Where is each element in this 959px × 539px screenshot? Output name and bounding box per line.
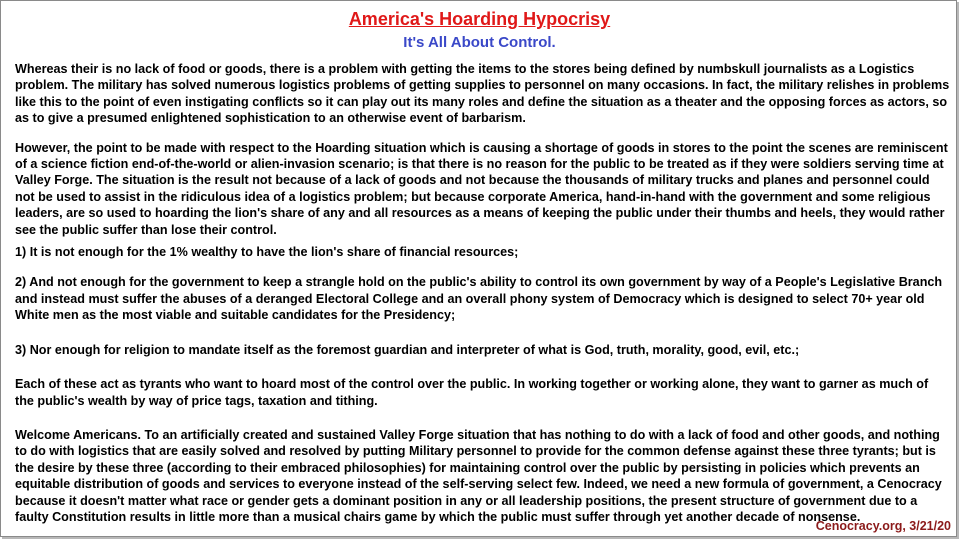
signature: Cenocracy.org, 3/21/20 <box>815 519 951 533</box>
document-subtitle: It's All About Control. <box>403 34 556 51</box>
paragraph-hoarding: However, the point to be made with respect to the Hoarding situation which is causing a shortage of goods in stores to the point the scenes are reminiscent of a science fiction end-of-the-world or alien-invasion scenario; is that there is no reason for the public to be treated as if they were soldiers serving time at Valley Forge. The situation is the result not because of a lack of goods and not because the thousands of military trucks and planes and personnel could not be used to assist in the ridiculous idea of a logistics problem; but because corporate America, hand-in-hand with the government and some religious leaders, are so used to hoarding the lion's share of any and all resources as a means of keeping the public under their thumbs and heels, they would rather see the public suffer than lose their control. <box>15 140 948 237</box>
document-body <box>15 61 950 525</box>
document-title: America's Hoarding Hypocrisy <box>348 9 611 29</box>
list-item-1: 1) It is not enough for the 1% wealthy to have the lion's share of financial resources; <box>15 245 519 260</box>
paragraph-tyrants: Each of these act as tyrants who want to hoard most of the control over the public. In working together or working alone, they want to garner as much of the public's wealth by way of price tags, taxation and tithing. <box>15 377 929 408</box>
paragraph-conclusion: Welcome Americans. To an artificially created and sustained Valley Forge situation that has nothing to do with a lack of food and other goods, and nothing to do with logistics that are easily solved and resolved by putting Military personnel to provide for the common defense against these three tyrants; but is the desire by these three (according to their embraced philosophies) for maintaining control over the public by persisting in policies which prevents an equitable distribution of goods and services to everyone instead of the self-serving select few. Indeed, we need a new formula of government, a Cenocracy because it doesn't matter what race or gender gets a dominant position in any or all leadership positions, the present structure of government due to a faulty Constitution results in little more than a musical chairs game by which the public must suffer through yet another decade of nonsense. <box>15 427 942 524</box>
list-item-2: 2) And not enough for the government to keep a strangle hold on the public's ability to control its own government by way of a People's Legislative Branch and instead must suffer the abuses of a deranged Electoral College and an overall phony system of Democracy which is designed to select 70+ year old White men as the most viable and suitable candidates for the Presidency; <box>15 275 943 323</box>
list-item-3: 3) Nor enough for religion to mandate itself as the foremost guardian and interpreter of what is God, truth, morality, good, evil, etc.; <box>15 342 800 357</box>
paragraph-intro: Whereas their is no lack of food or goods, there is a problem with getting the items to the stores being defined by numbskull journalists as a Logistics problem. The military has solved numerous logistics problems of getting supplies to personnel on many occasions. In fact, the military relishes in problems like this to the point of even instigating conflicts so it can play out its many roles and define the situation as a theater and the opposing forces as actors, so as to give a presumed enlightened sophistication to an otherwise event of barbarism. <box>15 62 950 126</box>
